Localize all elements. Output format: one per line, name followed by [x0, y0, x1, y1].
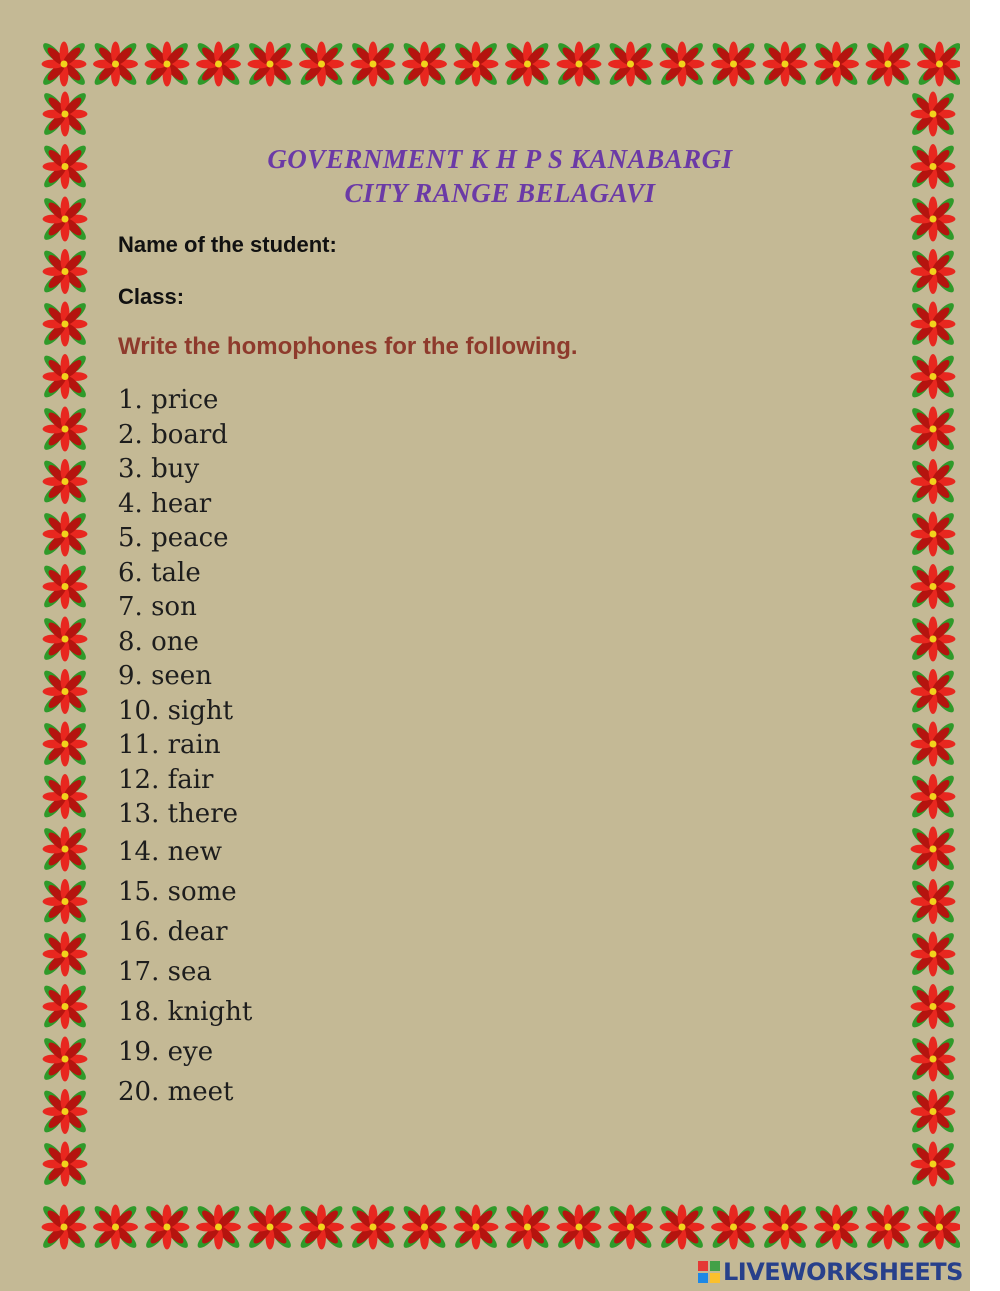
- poinsettia-flower-icon: [909, 143, 956, 190]
- flower-border-left: [40, 88, 90, 1203]
- list-item: 6. tale: [118, 557, 201, 588]
- poinsettia-flower-icon: [607, 40, 654, 87]
- poinsettia-flower-icon: [41, 983, 88, 1030]
- poinsettia-flower-icon: [909, 300, 956, 347]
- poinsettia-flower-icon: [813, 40, 860, 87]
- poinsettia-flower-icon: [349, 1203, 396, 1250]
- poinsettia-flower-icon: [41, 878, 88, 925]
- poinsettia-flower-icon: [909, 563, 956, 610]
- poinsettia-flower-icon: [246, 40, 293, 87]
- school-range: CITY RANGE BELAGAVI: [344, 178, 656, 208]
- list-item: 10. sight: [118, 695, 234, 726]
- list-item: 16. dear: [118, 916, 228, 947]
- poinsettia-flower-icon: [909, 510, 956, 557]
- poinsettia-flower-icon: [909, 878, 956, 925]
- poinsettia-flower-icon: [761, 1203, 808, 1250]
- flower-border-bottom: [40, 1203, 960, 1251]
- poinsettia-flower-icon: [41, 615, 88, 662]
- poinsettia-flower-icon: [41, 248, 88, 295]
- poinsettia-flower-icon: [41, 300, 88, 347]
- school-title: [100, 142, 900, 210]
- poinsettia-flower-icon: [41, 825, 88, 872]
- poinsettia-flower-icon: [607, 1203, 654, 1250]
- list-item: 20. meet: [118, 1076, 234, 1107]
- poinsettia-flower-icon: [41, 405, 88, 452]
- poinsettia-flower-icon: [555, 1203, 602, 1250]
- poinsettia-flower-icon: [909, 668, 956, 715]
- poinsettia-flower-icon: [909, 1088, 956, 1135]
- poinsettia-flower-icon: [864, 40, 911, 87]
- poinsettia-flower-icon: [658, 1203, 705, 1250]
- poinsettia-flower-icon: [909, 773, 956, 820]
- poinsettia-flower-icon: [41, 143, 88, 190]
- poinsettia-flower-icon: [41, 773, 88, 820]
- poinsettia-flower-icon: [246, 1203, 293, 1250]
- poinsettia-flower-icon: [92, 40, 139, 87]
- poinsettia-flower-icon: [195, 40, 242, 87]
- poinsettia-flower-icon: [909, 90, 956, 137]
- poinsettia-flower-icon: [41, 458, 88, 505]
- poinsettia-flower-icon: [298, 40, 345, 87]
- poinsettia-flower-icon: [909, 983, 956, 1030]
- poinsettia-flower-icon: [41, 1035, 88, 1082]
- list-item: 8. one: [118, 626, 199, 657]
- poinsettia-flower-icon: [761, 40, 808, 87]
- poinsettia-flower-icon: [41, 930, 88, 977]
- poinsettia-flower-icon: [916, 1203, 960, 1250]
- liveworksheets-watermark: [698, 1258, 963, 1286]
- poinsettia-flower-icon: [909, 720, 956, 767]
- poinsettia-flower-icon: [41, 353, 88, 400]
- watermark-text: LIVEWORKSHEETS: [723, 1258, 963, 1286]
- poinsettia-flower-icon: [92, 1203, 139, 1250]
- poinsettia-flower-icon: [909, 195, 956, 242]
- list-item: 11. rain: [118, 730, 221, 760]
- poinsettia-flower-icon: [41, 668, 88, 715]
- poinsettia-flower-icon: [909, 248, 956, 295]
- poinsettia-flower-icon: [41, 510, 88, 557]
- poinsettia-flower-icon: [41, 563, 88, 610]
- poinsettia-flower-icon: [909, 405, 956, 452]
- poinsettia-flower-icon: [41, 1088, 88, 1135]
- poinsettia-flower-icon: [452, 40, 499, 87]
- poinsettia-flower-icon: [909, 353, 956, 400]
- poinsettia-flower-icon: [41, 90, 88, 137]
- list-item: 7. son: [118, 592, 197, 622]
- flower-border-right: [908, 88, 958, 1203]
- poinsettia-flower-icon: [909, 825, 956, 872]
- word-list: [118, 383, 252, 1112]
- poinsettia-flower-icon: [298, 1203, 345, 1250]
- poinsettia-flower-icon: [864, 1203, 911, 1250]
- poinsettia-flower-icon: [813, 1203, 860, 1250]
- list-item: 3. buy: [118, 454, 200, 484]
- list-item: 19. eye: [118, 1036, 214, 1067]
- list-item: 12. fair: [118, 764, 214, 795]
- poinsettia-flower-icon: [555, 40, 602, 87]
- school-name: GOVERNMENT K H P S KANABARGI: [267, 144, 733, 174]
- flower-border-top: [40, 40, 960, 88]
- poinsettia-flower-icon: [909, 1035, 956, 1082]
- poinsettia-flower-icon: [143, 1203, 190, 1250]
- poinsettia-flower-icon: [710, 40, 757, 87]
- poinsettia-flower-icon: [40, 40, 87, 87]
- poinsettia-flower-icon: [909, 1140, 956, 1187]
- student-name-label: Name of the student:: [118, 232, 337, 257]
- poinsettia-flower-icon: [349, 40, 396, 87]
- list-item: 1. price: [118, 385, 219, 415]
- poinsettia-flower-icon: [504, 1203, 551, 1250]
- poinsettia-flower-icon: [401, 40, 448, 87]
- poinsettia-flower-icon: [909, 930, 956, 977]
- poinsettia-flower-icon: [41, 1140, 88, 1187]
- poinsettia-flower-icon: [710, 1203, 757, 1250]
- list-item: 5. peace: [118, 523, 229, 553]
- poinsettia-flower-icon: [658, 40, 705, 87]
- poinsettia-flower-icon: [909, 615, 956, 662]
- instruction-text: Write the homophones for the following.: [118, 333, 578, 360]
- poinsettia-flower-icon: [504, 40, 551, 87]
- poinsettia-flower-icon: [452, 1203, 499, 1250]
- poinsettia-flower-icon: [143, 40, 190, 87]
- list-item: 4. hear: [118, 488, 212, 519]
- liveworksheets-logo-icon: [698, 1261, 720, 1283]
- list-item: 9. seen: [118, 661, 212, 691]
- poinsettia-flower-icon: [401, 1203, 448, 1250]
- poinsettia-flower-icon: [916, 40, 960, 87]
- list-item: 14. new: [118, 836, 222, 867]
- poinsettia-flower-icon: [40, 1203, 87, 1250]
- class-label: Class:: [118, 284, 185, 309]
- poinsettia-flower-icon: [41, 195, 88, 242]
- list-item: 15. some: [118, 876, 237, 907]
- poinsettia-flower-icon: [195, 1203, 242, 1250]
- list-item: 13. there: [118, 799, 239, 829]
- list-item: 18. knight: [118, 996, 253, 1027]
- list-item: 2. board: [118, 419, 228, 450]
- list-item: 17. sea: [118, 956, 212, 987]
- poinsettia-flower-icon: [909, 458, 956, 505]
- poinsettia-flower-icon: [41, 720, 88, 767]
